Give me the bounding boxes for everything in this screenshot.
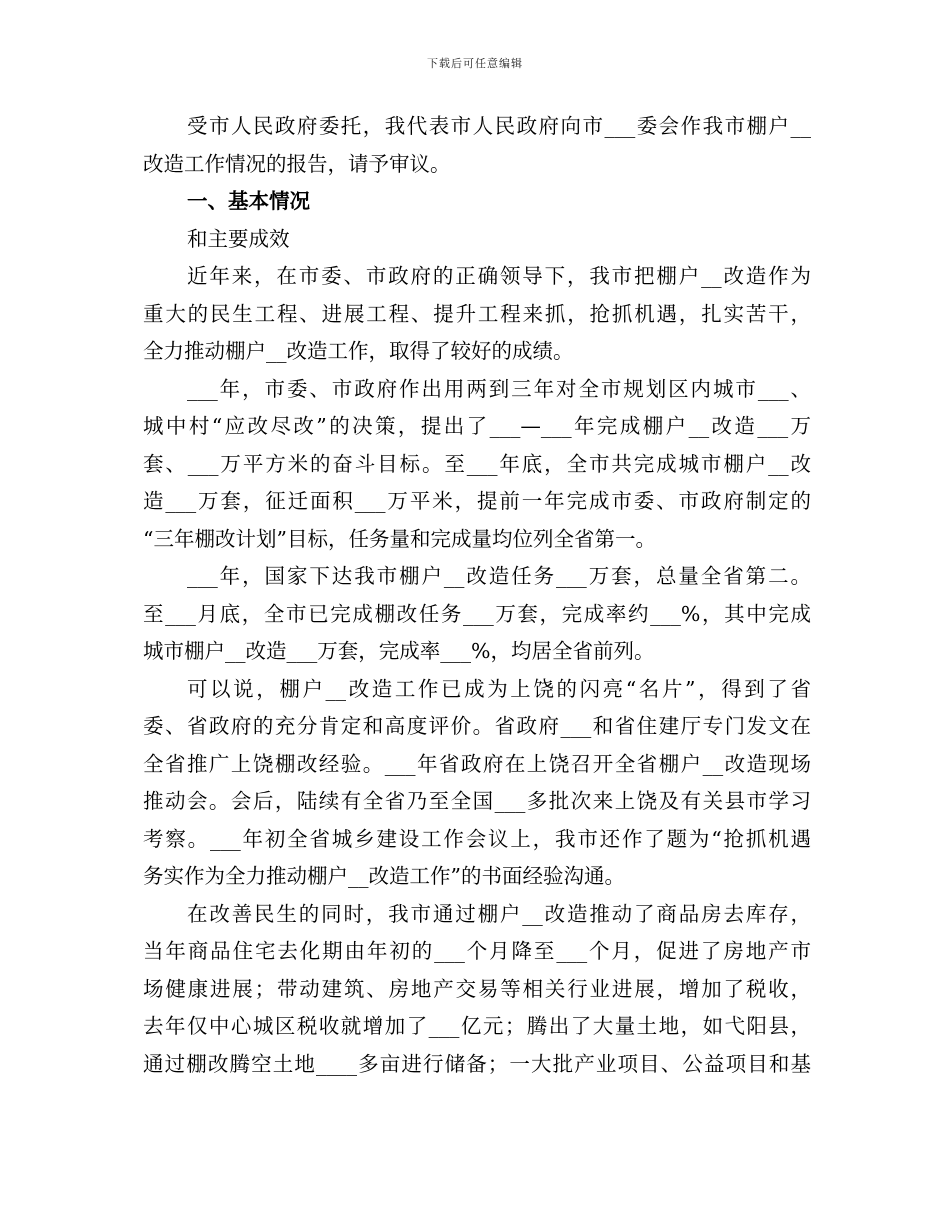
text-line: 城市棚户__改造___万套，完成率___%，均居全省前列。 (143, 639, 655, 663)
text-line: 全省推广上饶棚改经验。___年省政府在上饶召开全省棚户__改造现场 (143, 751, 811, 776)
text-line: ___年，国家下达我市棚户__改造任务___万套，总量全省第二。 (187, 564, 811, 588)
text-line: 套、___万平方米的奋斗目标。至___年底，全市共完成城市棚户__改 (143, 451, 811, 476)
text-line: 受市人民政府委托，我代表市人民政府向市___委会作我市棚户__ (187, 114, 811, 138)
text-line: 务实作为全力推动棚户__改造工作”的书面经验沟通。 (143, 864, 625, 888)
text-line: 考察。___年初全省城乡建设工作会议上，我市还作了题为“抢抓机遇 (143, 826, 811, 851)
text-line: 造___万套，征迁面积___万平米，提前一年完成市委、市政府制定的 (143, 489, 811, 513)
section-heading: 一、基本情况 (187, 189, 310, 213)
text-line: 至___月底，全市已完成棚改任务___万套，完成率约___%，其中完成 (143, 601, 811, 626)
page-header: 下载后可任意编辑 (427, 57, 523, 70)
text-line: 城中村“应改尽改”的决策，提出了___—___年完成棚户__改造___万 (143, 414, 811, 438)
document-body (143, 108, 811, 1083)
text-line: 场健康进展；带动建筑、房地产交易等相关行业进展，增加了税收， (143, 976, 811, 1001)
text-line: 委、省政府的充分肯定和高度评价。省政府___和省住建厅专门发文在 (143, 714, 811, 738)
text-line: “三年棚改计划”目标，任务量和完成量均位列全省第一。 (143, 526, 656, 551)
text-line: 当年商品住宅去化期由年初的___个月降至___个月，促进了房地产市 (143, 939, 811, 963)
text-line: 改造工作情况的报告，请予审议。 (143, 151, 451, 176)
text-line: 全力推动棚户__改造工作，取得了较好的成绩。 (143, 339, 574, 363)
text-line: 可以说，棚户__改造工作已成为上饶的闪亮“名片”，得到了省 (187, 676, 811, 701)
text-line: 通过棚改腾空土地____多亩进行储备；一大批产业项目、公益项目和基 (143, 1051, 811, 1076)
text-line: 在改善民生的同时，我市通过棚户__改造推动了商品房去库存， (187, 901, 811, 926)
text-line: 推动会。会后，陆续有全省乃至全国___多批次来上饶及有关县市学习 (143, 789, 811, 813)
text-line: ___年，市委、市政府作出用两到三年对全市规划区内城市___、 (187, 376, 811, 401)
text-line: 和主要成效 (187, 226, 290, 251)
text-line: 近年来，在市委、市政府的正确领导下，我市把棚户__改造作为 (187, 264, 811, 288)
text-line: 重大的民生工程、进展工程、提升工程来抓，抢抓机遇，扎实苦干， (143, 301, 811, 326)
text-line: 去年仅中心城区税收就增加了___亿元；腾出了大量土地，如弋阳县， (143, 1014, 811, 1038)
